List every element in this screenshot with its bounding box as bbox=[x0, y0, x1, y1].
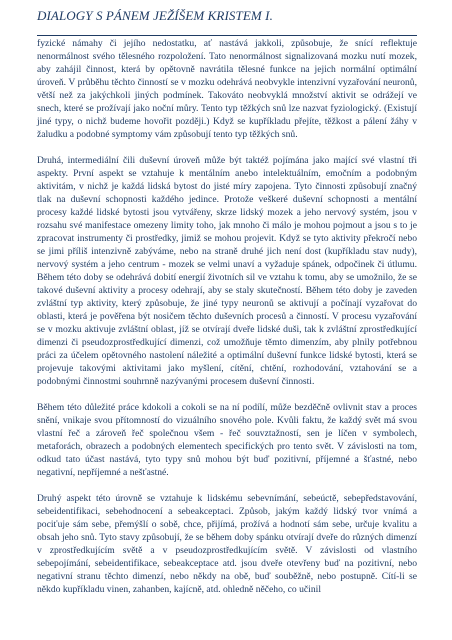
running-header: DIALOGY S PÁNEM JEŽÍŠEM KRISTEM I. bbox=[37, 8, 273, 23]
paragraph-1: fyzické námahy či jejího nedostatku, ať nastává jakkoli, způsobuje, že snící reflektuje nenormálnost svého tělesného rozpoložení. Tato nenormálnost signalizovaná mozku nutí mozek, aby zahájil činnost, která by opětovně navrátila tělesné funkce na jejich normální optimální úroveň. V průběhu těchto činností se v mozku odehrává neobvykle intenzivní vyzařování neuronů, větší než za jakýchkoli jiných podmínek. Takováto neobvyklá množství aktivit se odrážejí ve snech, které se prožívají jako noční můry. Tento typ těžkých snů lze nazvat fyziologický. (Existují jiné typy, o nichž budeme hovořit později.) Když se kupříkladu přejíte, těžkost a pálení žáhy v žaludku a podobné symptomy vám způsobují tento typ těžkých snů. bbox=[37, 38, 417, 140]
paragraph-4: Druhý aspekt této úrovně se vztahuje k lidskému sebevnímání, sebeúctě, sebepředstavování, sebeidentifikaci, sebehodnocení a sebeakceptaci. Způsob, jakým každý lidský tvor vnímá a pociťuje sám sebe, přemýšlí o sobě, chce, přijímá, prožívá a hodnotí sám sebe, určuje kvalitu a obsah jeho snů. Tyto stavy způsobují, že se během doby spánku otvírají dveře do různých dimenzí v zprostředkujícím světě a v pseudozprostředkujícím světě. V závislosti od vlastního sebepojímání, sebeidentifikace, sebeakceptace atd. jsou dveře otevřeny buď na pozitivní, nebo negativní stranu těchto dimenzí, nebo někdy na obě, buď souběžně, nebo postupně. Cítí-li se někdo kupříkladu vinen, zahanben, kajícně, atd. ohledně něčeho, co učinil bbox=[37, 493, 417, 595]
header-rule bbox=[37, 35, 417, 36]
paragraph-2: Druhá, intermediální čili duševní úroveň může být taktéž pojímána jako mající své vlastní tři aspekty. První aspekt se vztahuje k mentálním anebo intelektuálním, emočním a podobným aktivitám, v nichž je každá lidská bytost do jisté míry zapojena. Tyto činnosti způsobují značný tlak na duševní schopnosti každého jedince. Protože veškeré duševní schopnosti a mentální procesy každé lidské bytosti jsou vytvářeny, skrze lidský mozek a jeho nervový systém, jsou v rozsahu své manifestace omezeny limity toho, jak mnoho či málo je mohou pojmout a jsou s to je zpracovat instrumenty či prostředky, jimiž se mohou projevit. Když se tyto aktivity překročí nebo se jimi příliš intenzivně zabýváme, nebo na straně druhé jich není dost (kupříkladu stav nudy), nervový systém a jeho centrum - mozek se velmi unaví a vyžaduje spánek, odpočinek či útlumu. Během této doby se odehrává dobití energií životních sil ve vztahu k tomu, aby se umožnilo, že se takové duševní aktivity a procesy odehrají, aby se staly skutečností. Během této doby je zaveden zvláštní typ aktivity, který způsobuje, že jiné typy neuronů se aktivují a počínají vyzařovat do oblasti, která je pověřena být nosičem těchto duševních procesů a činností. V procesu vyzařování se v mozku aktivuje zvláštní oblast, jíž se otvírají dveře lidské duši, tak k zvláštní zprostředkující dimenzi či pseudozprostředkující dimenzi, což umožňuje těmto dimenzím, aby plnily potřebnou práci za účelem opětovného nastolení náležité a optimální duševní funkce lidské bytosti, která se projevuje takovými aktivitami jako myšlení, cítění, chtění, rozhodování, vztahování se a podobnými činnostmi souhrnně nazývanými procesem duševní činnosti. bbox=[37, 155, 417, 387]
body-text bbox=[37, 37, 417, 596]
paragraph-3: Během této důležité práce kdokoli a cokoli se na ní podílí, může bezděčně ovlivnit stav a proces snění, vnikaje svou přítomností do vizuálního snového pole. Kvůli faktu, že každý svět má svou vlastní řeč a zároveň řeč společnou všem - řeč souvztažností, sen je líčen v symbolech, metaforách, obrazech a podobných elementech specifických pro tento svět. V závislosti na tom, odkud tato účast nastává, tyto typy snů mohou být buď pozitivní, příjemné a šťastné, nebo negativní, nepříjemné a nešťastné. bbox=[37, 402, 417, 478]
